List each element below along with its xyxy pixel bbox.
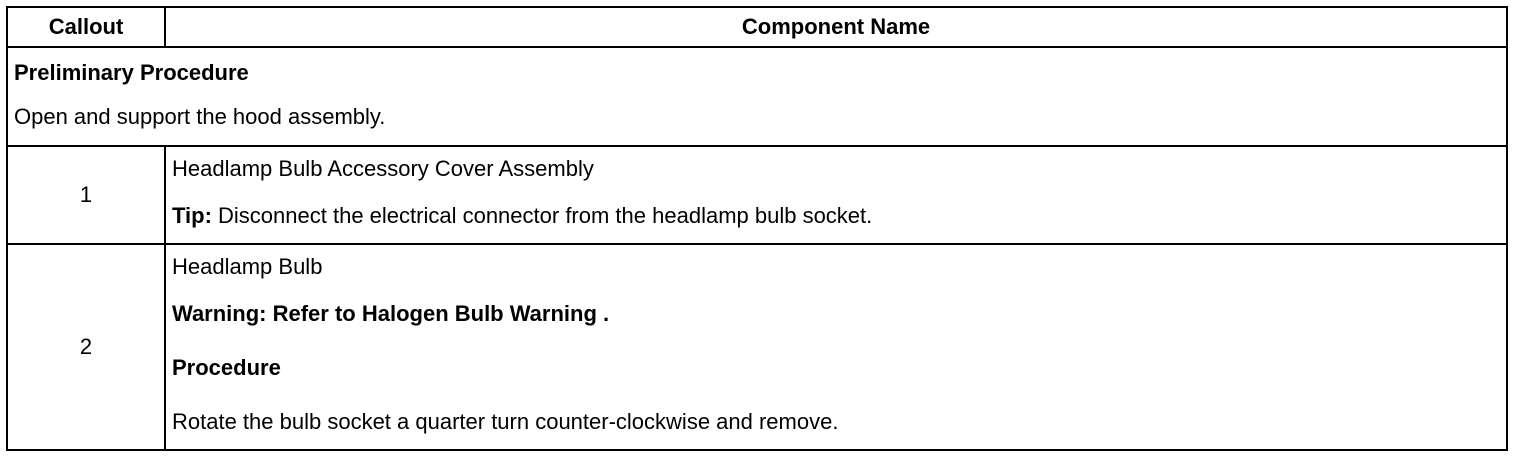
table-row — [7, 244, 1507, 450]
component-name: Headlamp Bulb Accessory Cover Assembly — [172, 156, 594, 181]
component-name: Headlamp Bulb — [172, 254, 323, 279]
warning-text: Warning: Refer to Halogen Bulb Warning . — [172, 301, 610, 326]
preliminary-text: Open and support the hood assembly. — [14, 104, 386, 129]
procedure-table — [6, 6, 1508, 451]
preliminary-title: Preliminary Procedure — [14, 60, 249, 85]
tip-line — [172, 189, 1506, 243]
preliminary-row — [7, 47, 1507, 146]
tip-text: Disconnect the electrical connector from the headlamp bulb socket. — [211, 203, 873, 228]
header-row — [7, 7, 1507, 47]
component-cell — [165, 146, 1507, 244]
procedure-label: Procedure — [172, 355, 281, 380]
preliminary-cell — [7, 47, 1507, 146]
callout-number: 2 — [7, 244, 165, 450]
callout-header: Callout — [7, 7, 165, 47]
component-name-header: Component Name — [165, 7, 1507, 47]
procedure-text: Rotate the bulb socket a quarter turn counter-clockwise and remove. — [172, 409, 839, 434]
tip-label: Tip: — [172, 203, 212, 228]
table-row — [7, 146, 1507, 244]
component-cell — [165, 244, 1507, 450]
callout-number: 1 — [7, 146, 165, 244]
